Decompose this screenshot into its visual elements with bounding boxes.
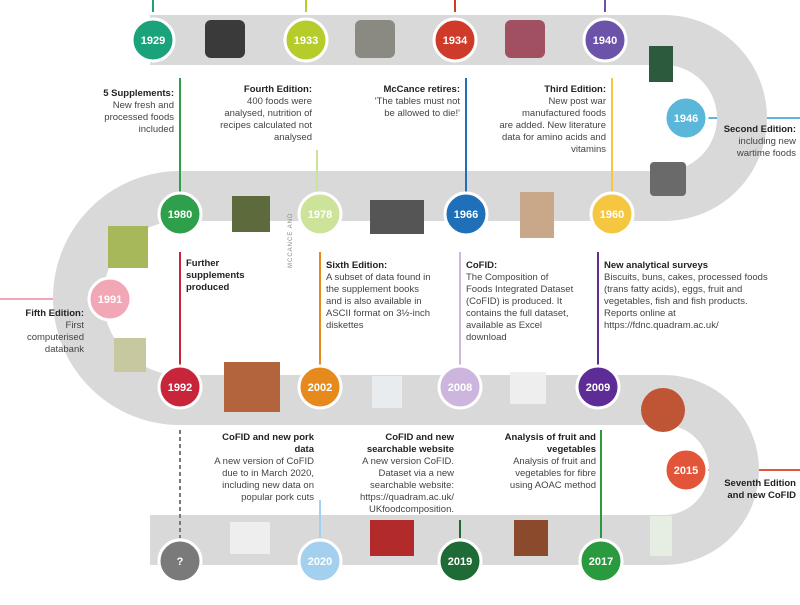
event-new-surveys — [604, 260, 796, 332]
photo-food-1934 — [505, 20, 545, 58]
event-fourth-edition — [200, 84, 312, 144]
event-seventh-title: Seventh Edition and new CoFID — [724, 478, 796, 501]
marker-1992 — [159, 366, 201, 408]
marker-2002 — [299, 366, 341, 408]
year-2002-label: 2002 — [307, 382, 333, 394]
photo-food-2009 — [641, 388, 685, 432]
year-2009-label: 2009 — [585, 382, 611, 394]
event-surveys-title: New analytical surveys — [604, 260, 709, 271]
marker-1978 — [299, 193, 341, 235]
year-1992-label: 1992 — [167, 382, 193, 394]
photo-book-1940 — [649, 46, 673, 82]
event-fifth-title: Fifth Edition: — [25, 308, 84, 319]
marker-1940 — [584, 19, 626, 61]
photo-group-1966 — [370, 200, 424, 234]
event-fourth-desc: 400 foods were analysed, nutrition of recipes calculated not analysed — [220, 96, 312, 143]
year-2015-label: 2015 — [673, 465, 699, 477]
marker-unknown — [159, 540, 201, 582]
event-pork-data — [198, 432, 314, 504]
photo-sheet-2008 — [510, 372, 546, 404]
marker-2009 — [577, 366, 619, 408]
event-pork-desc: A new version of CoFID due to in March 2020, including new data on popular pork cuts — [214, 456, 314, 503]
year-1934-label: 1934 — [442, 35, 468, 47]
event-further-supplements — [186, 258, 266, 294]
event-fifth-desc: First computerised databank — [26, 320, 84, 355]
marker-2019 — [439, 540, 481, 582]
year-1980-label: 1980 — [167, 209, 193, 221]
event-seventh-edition — [712, 478, 796, 502]
photo-disk-2002 — [372, 376, 402, 408]
year-1991-label: 1991 — [97, 294, 123, 306]
year-1933-label: 1933 — [293, 35, 319, 47]
marker-2015 — [665, 449, 707, 491]
event-website-title: CoFID and new searchable website — [366, 432, 454, 455]
marker-1991 — [89, 278, 131, 320]
mccance-vertical-label: MCCANCE AND — [288, 212, 294, 268]
year-2008-label: 2008 — [447, 382, 473, 394]
photo-1946 — [650, 162, 686, 196]
marker-2020 — [299, 540, 341, 582]
marker-1980 — [159, 193, 201, 235]
event-sixth-title: Sixth Edition: — [326, 260, 388, 271]
event-fruit-veg — [480, 432, 596, 492]
marker-1966 — [445, 193, 487, 235]
year-unknown-label: ? — [176, 556, 184, 568]
photo-document-1960 — [520, 192, 554, 238]
year-1929-label: 1929 — [140, 35, 166, 47]
event-third-desc: New post war manufactured foods are added. New literature data for amino acids and vitamins — [499, 96, 606, 155]
event-cofid-title: CoFID: — [466, 260, 498, 271]
photo-portrait-1 — [205, 20, 245, 58]
photo-website-2019 — [370, 520, 414, 556]
event-cofid-desc: The Composition of Foods Integrated Dataset (CoFID) is produced. It contains the full dataset, available as Excel download — [466, 272, 574, 343]
event-supplements-title: 5 Supplements: — [103, 88, 174, 99]
marker-1934 — [434, 19, 476, 61]
event-fruitveg-title: Analysis of fruit and vegetables — [504, 432, 596, 455]
year-2017-label: 2017 — [588, 556, 614, 568]
event-mccance — [350, 84, 460, 120]
marker-1946 — [665, 97, 707, 139]
event-supplements — [88, 88, 174, 136]
year-2020-label: 2020 — [307, 556, 333, 568]
marker-2008 — [439, 366, 481, 408]
photo-books-1992 — [224, 362, 280, 412]
event-sixth-edition — [326, 260, 454, 332]
marker-2017 — [580, 540, 622, 582]
event-third-edition — [482, 84, 606, 156]
photo-sheet-2020 — [230, 522, 270, 554]
event-further-title: Further supplements produced — [186, 258, 245, 293]
photo-book-2015 — [650, 516, 672, 556]
event-third-title: Third Edition: — [544, 84, 606, 95]
event-second-title: Second Edition: — [723, 124, 796, 135]
event-searchable-website — [340, 432, 454, 516]
year-2019-label: 2019 — [447, 556, 473, 568]
year-1946-label: 1946 — [673, 113, 699, 125]
marker-1929 — [132, 19, 174, 61]
event-second-desc: including new wartime foods — [736, 136, 796, 159]
event-supplements-desc: New fresh and processed foods included — [104, 100, 174, 135]
event-mccance-title: McCance retires: — [383, 84, 460, 95]
photo-book-1978 — [232, 196, 270, 232]
photo-portrait-2 — [355, 20, 395, 58]
event-mccance-desc: 'The tables must not be allowed to die!' — [374, 96, 460, 119]
event-fifth-edition — [4, 308, 84, 356]
year-1978-label: 1978 — [307, 209, 333, 221]
event-website-desc: A new version CoFID. Dataset via a new searchable website: https://quadram.ac.uk/ UKfoodcomposition. — [360, 456, 454, 515]
marker-1933 — [285, 19, 327, 61]
photo-1991 — [114, 338, 146, 372]
event-cofid — [466, 260, 592, 344]
event-sixth-desc: A subset of data found in the supplement books and is also available in ASCII format on 3½-inch diskettes — [326, 272, 431, 331]
event-fruitveg-desc: Analysis of fruit and vegetables for fibre using AOAC method — [509, 456, 596, 491]
year-1940-label: 1940 — [592, 35, 618, 47]
photo-books-1980 — [108, 226, 148, 268]
year-1960-label: 1960 — [599, 209, 625, 221]
marker-1960 — [591, 193, 633, 235]
event-fourth-title: Fourth Edition: — [243, 84, 312, 95]
event-pork-title: CoFID and new pork data — [222, 432, 314, 455]
photo-vegetables-2017 — [514, 520, 548, 556]
event-second-edition — [714, 124, 796, 160]
event-surveys-desc: Biscuits, buns, cakes, processed foods (trans fatty acids), eggs, fruit and vegetables, fish and fish products. Reports online at https://fdnc.quadram.ac.uk/ — [604, 272, 768, 331]
year-1966-label: 1966 — [453, 209, 479, 221]
